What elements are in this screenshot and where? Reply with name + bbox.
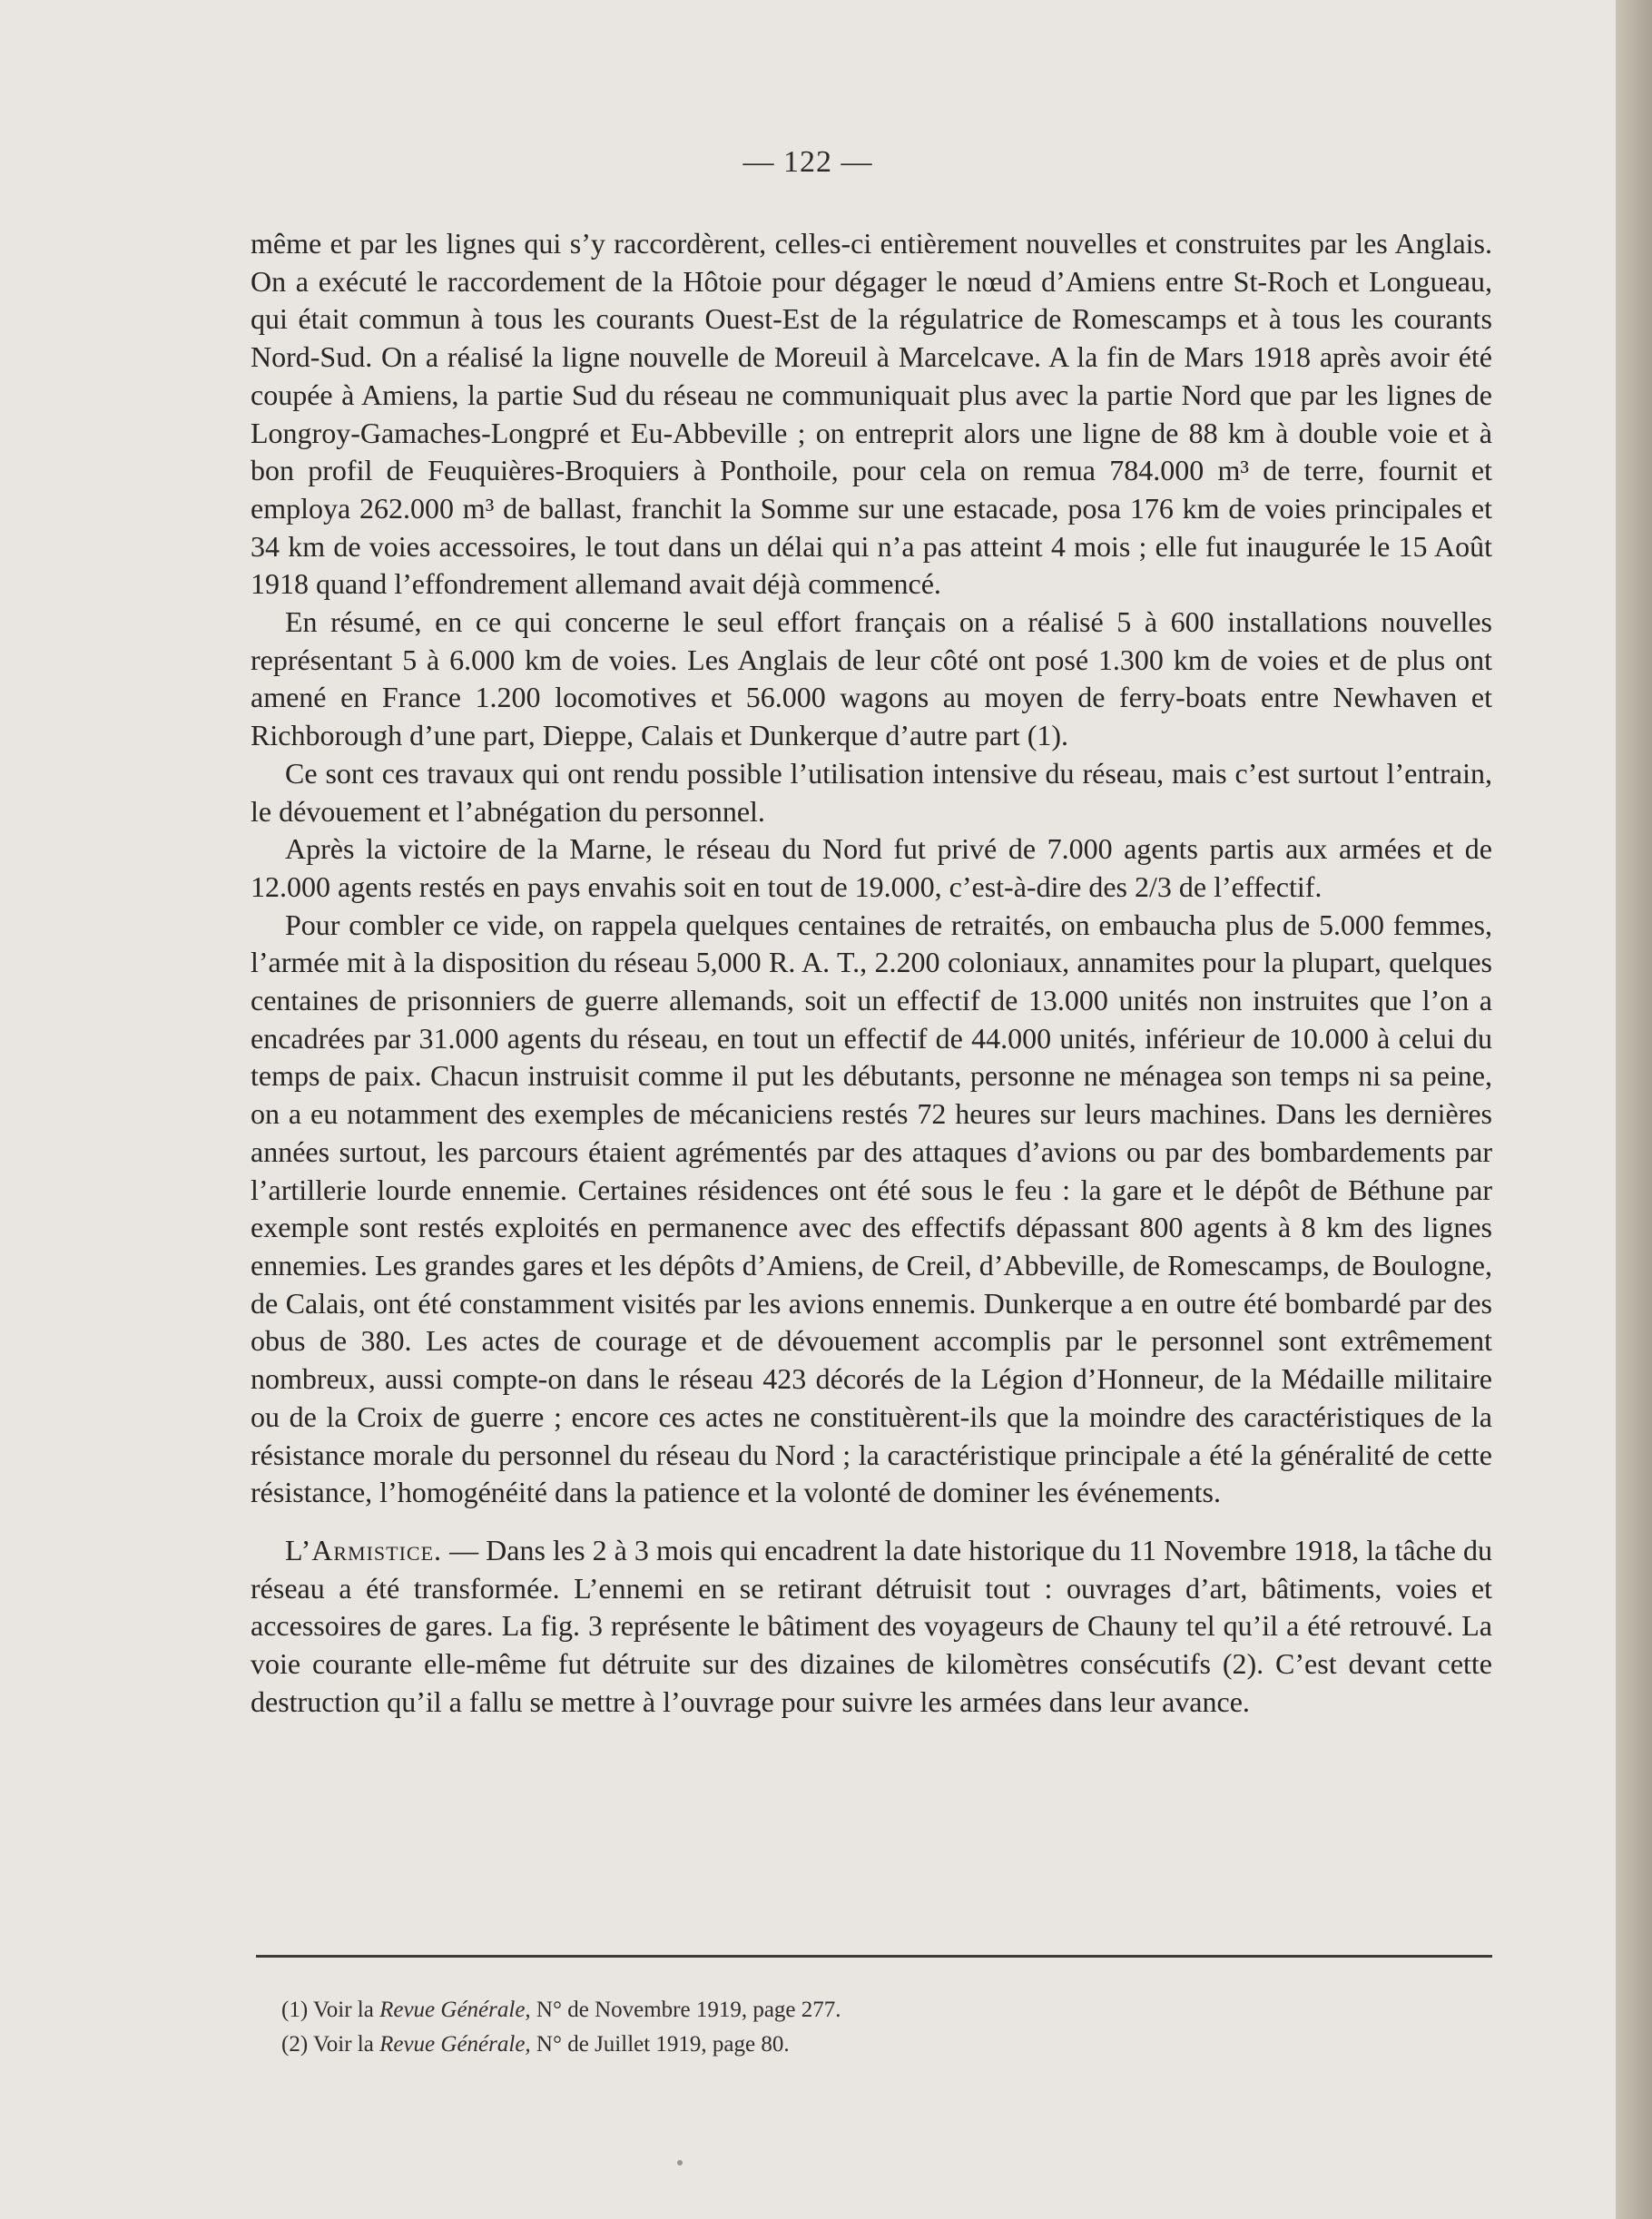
footnote-2-prefix: (2) Voir la — [281, 2032, 380, 2057]
footnotes — [281, 1993, 1461, 2062]
page-edge-shadow — [1616, 0, 1652, 2219]
paragraph-marne: Après la victoire de la Marne, le réseau du Nord fut privé de 7.000 agents partis aux armées et de 12.000 agents restés en pays envahis soit en tout de 19.000, c’est-à-dire des 2/3 de l’effectif. — [251, 832, 1492, 903]
footnote-1-suffix: N° de Novembre 1919, page 277. — [530, 1998, 841, 2022]
footnote-1-prefix: (1) Voir la — [281, 1998, 380, 2022]
footnote-1 — [281, 1993, 1461, 2028]
page-number: — 122 — — [742, 145, 873, 179]
paragraph-personnel-intro: Ce sont ces travaux qui ont rendu possible l’utilisation intensive du réseau, mais c’est surtout l’entrain, le dévouement et l’abnégation du personnel. — [251, 756, 1492, 828]
paper-speck — [677, 2160, 683, 2165]
paragraph-staffing: Pour combler ce vide, on rappela quelques centaines de retraités, on embaucha plus de 5.000 femmes, l’armée mit à la disposition du réseau 5,000 R. A. T., 2.200 coloniaux, annamites pour la plupart, quelques centaines de prisonniers de guerre allemands, soit un effectif de 13.000 unités non instruites que l’on a encadrées par 31.000 agents du réseau, en tout un effectif de 44.000 unités, inférieur de 10.000 à celui du temps de paix. Chacun instruisit comme il put les débutants, personne ne ménagea son temps ni sa peine, on a eu notamment des exemples de mécaniciens restés 72 heures sur leurs machines. Dans les dernières années surtout, les parcours étaient agrémentés par des attaques d’avions ou par des bombardements par l’artillerie lourde ennemie. Certaines résidences ont été sous le feu : la gare et le dépôt de Béthune par exemple sont restés exploités en permanence avec des effectifs dépassant 800 agents à 8 km des lignes ennemies. Les grandes gares et les dépôts d’Amiens, de Creil, d’Abbeville, de Romescamps, de Boulogne, de Calais, ont été constamment visités par les avions ennemis. Dunkerque a en outre été bombardé par des obus de 380. Les actes de courage et de dévouement accomplis par le personnel sont extrêmement nombreux, aussi compte-on dans le réseau 423 décorés de la Légion d’Honneur, de la Médaille militaire ou de la Croix de guerre ; encore ces actes ne constituèrent-ils que la moindre des caractéristiques de la résistance morale du personnel du réseau du Nord ; la caractéristique principale a été la généralité de cette résistance, l’homogénéité dans la patience et la volonté de dominer les événements. — [251, 908, 1492, 1509]
footnote-1-journal: Revue Générale, — [379, 1998, 531, 2022]
armistice-heading: L’Armistice. — [285, 1533, 443, 1566]
footnote-2-journal: Revue Générale, — [379, 2032, 531, 2057]
footnote-2 — [281, 2028, 1461, 2062]
body-text — [251, 225, 1492, 1721]
footnote-2-suffix: N° de Juillet 1919, page 80. — [530, 2032, 790, 2057]
paragraph-railway-lines: même et par les lignes qui s’y raccordèrent, celles-ci entièrement nouvelles et construites par les Anglais. On a exécuté le raccordement de la Hôtoie pour dégager le nœud d’Amiens entre St-Roch et Longueau, qui était commun à tous les courants Ouest-Est de la régulatrice de Romescamps et à tous les courants Nord-Sud. On a réalisé la ligne nouvelle de Moreuil à Marcelcave. A la fin de Mars 1918 après avoir été coupée à Amiens, la partie Sud du réseau ne communiquait plus avec la partie Nord que par les lignes de Longroy-Gamaches-Longpré et Eu-Abbeville ; on entreprit alors une ligne de 88 km à double voie et à bon profil de Feuquières-Broquiers à Ponthoile, pour cela on remua 784.000 m³ de terre, fournit et employa 262.000 m³ de ballast, franchit la Somme sur une estacade, posa 176 km de voies principales et 34 km de voies accessoires, le tout dans un délai qui n’a pas atteint 4 mois ; elle fut inaugurée le 15 Août 1918 quand l’effondrement allemand avait déjà commencé. — [251, 227, 1492, 601]
armistice-text: — Dans les 2 à 3 mois qui encadrent la date historique du 11 Novembre 1918, la tâche du réseau a été transformée. L’ennemi en se retirant détruisit tout : ouvrages d’art, bâtiments, voies et accessoires de gares. La fig. 3 représente le bâtiment des voyageurs de Chauny tel qu’il a été retrouvé. La voie courante elle-même fut détruite sur des dizaines de kilomètres consécutifs (2). C’est devant cette destruction qu’il a fallu se mettre à l’ouvrage pour suivre les armées dans leur avance. — [251, 1533, 1492, 1718]
paragraph-summary: En résumé, en ce qui concerne le seul effort français on a réalisé 5 à 600 installations nouvelles représentant 5 à 6.000 km de voies. Les Anglais de leur côté ont posé 1.300 km de voies et de plus ont amené en France 1.200 locomotives et 56.000 wagons au moyen de ferry-boats entre Newhaven et Richborough d’une part, Dieppe, Calais et Dunkerque d’autre part (1). — [251, 605, 1492, 752]
footnote-divider — [256, 1955, 1492, 1958]
paragraph-armistice — [251, 1532, 1492, 1722]
